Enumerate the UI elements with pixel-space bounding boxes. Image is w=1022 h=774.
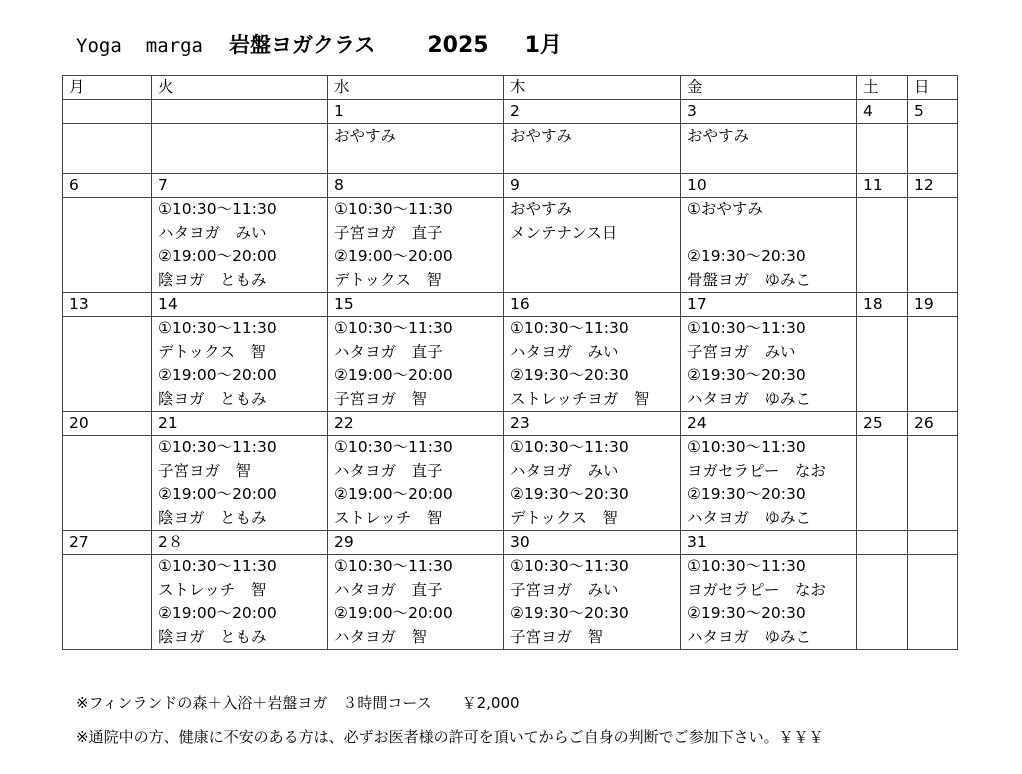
weekday-header: 火: [152, 76, 328, 100]
schedule-cell: [63, 124, 152, 174]
class-entry-line: ②19:30～20:30: [687, 604, 806, 622]
schedule-cell: [328, 317, 504, 412]
schedule-cell: [908, 436, 958, 531]
class-entry-line: ②19:30～20:30: [687, 247, 806, 265]
schedule-cell: [681, 436, 857, 531]
class-entry-line: [687, 222, 856, 246]
date-cell: 7: [152, 174, 328, 198]
schedule-cell: [152, 198, 328, 293]
class-entry-line: ①10:30～11:30: [334, 438, 453, 456]
schedule-cell: [857, 555, 908, 650]
schedule-cell: [152, 124, 328, 174]
class-entry-line: おやすみ: [334, 127, 397, 145]
schedule-cell: [63, 317, 152, 412]
date-cell: 11: [857, 174, 908, 198]
class-entry-line: 子宮ヨガ 智: [334, 389, 428, 408]
schedule-cell: [504, 555, 681, 650]
schedule-cell: [63, 198, 152, 293]
schedule-cell: [328, 124, 504, 174]
date-cell: 3: [681, 100, 857, 124]
class-entry-line: ①10:30～11:30: [158, 438, 277, 456]
schedule-cell: [328, 555, 504, 650]
schedule-cell: [908, 317, 958, 412]
class-entry-line: おやすみ: [687, 127, 750, 145]
schedule-row: [63, 198, 958, 293]
class-entry-line: ハタヨガ みい: [510, 461, 619, 480]
class-entry-line: ハタヨガ 直子: [334, 461, 443, 480]
date-cell: 30: [504, 531, 681, 555]
class-entry-line: おやすみ: [510, 127, 573, 145]
header: [76, 28, 562, 60]
schedule-cell: [63, 555, 152, 650]
schedule-cell: [857, 124, 908, 174]
schedule-cell: [681, 317, 857, 412]
date-cell: 27: [63, 531, 152, 555]
date-cell: 2: [504, 100, 681, 124]
date-cell: 22: [328, 412, 504, 436]
date-cell: 9: [504, 174, 681, 198]
class-title: 岩盤ヨガクラス: [228, 33, 376, 57]
date-cell: 2８: [152, 531, 328, 555]
class-entry-line: 子宮ヨガ 智: [158, 461, 252, 480]
brand-word-marga: marga: [145, 35, 203, 57]
class-entry-line: ②19:00～20:00: [158, 366, 277, 384]
schedule-cell: [152, 436, 328, 531]
schedule-cell: [152, 555, 328, 650]
class-entry-line: ハタヨガ 直子: [334, 342, 443, 361]
schedule-row: [63, 317, 958, 412]
brand-name: [76, 35, 203, 57]
schedule-cell: [504, 124, 681, 174]
weekday-header: 水: [328, 76, 504, 100]
date-row: [63, 531, 958, 555]
date-cell: 1: [328, 100, 504, 124]
class-entry-line: 子宮ヨガ 智: [510, 627, 604, 646]
class-entry-line: おやすみ: [510, 200, 573, 218]
brand-word-yoga: Yoga: [76, 35, 122, 57]
date-cell: 23: [504, 412, 681, 436]
schedule-cell: [152, 317, 328, 412]
date-cell: 19: [908, 293, 958, 317]
date-cell: 24: [681, 412, 857, 436]
class-entry-line: ①おやすみ: [687, 200, 763, 218]
date-cell: 20: [63, 412, 152, 436]
class-entry-line: ①10:30～11:30: [158, 557, 277, 575]
class-entry-line: ②19:00～20:00: [334, 366, 453, 384]
schedule-row: [63, 555, 958, 650]
class-entry-line: ①10:30～11:30: [687, 438, 806, 456]
schedule-row: [63, 124, 958, 174]
class-entry-line: ハタヨガ ゆみこ: [687, 508, 812, 527]
class-entry-line: ハタヨガ 直子: [334, 580, 443, 599]
calendar-year: 2025: [427, 33, 489, 58]
class-entry-line: ②19:30～20:30: [510, 604, 629, 622]
schedule-cell: [63, 436, 152, 531]
class-entry-line: ①10:30～11:30: [334, 319, 453, 337]
schedule-cell: [681, 198, 857, 293]
class-entry-line: 子宮ヨガ 直子: [334, 223, 443, 242]
class-entry-line: ハタヨガ みい: [158, 223, 267, 242]
date-row: [63, 412, 958, 436]
class-entry-line: 骨盤ヨガ ゆみこ: [687, 270, 812, 289]
date-row: [63, 293, 958, 317]
class-entry-line: [510, 245, 680, 269]
date-row: [63, 100, 958, 124]
schedule-cell: [857, 317, 908, 412]
schedule-cell: [908, 124, 958, 174]
class-entry-line: ①10:30～11:30: [334, 557, 453, 575]
date-cell: [63, 100, 152, 124]
class-entry-line: ハタヨガ ゆみこ: [687, 627, 812, 646]
weekday-header: 日: [908, 76, 958, 100]
class-entry-line: ヨガセラピー なお: [687, 461, 826, 480]
class-entry-line: ハタヨガ 智: [334, 627, 428, 646]
date-cell: 6: [63, 174, 152, 198]
course-note-text: ※フィンランドの森＋入浴＋岩盤ヨガ ３時間コース: [76, 694, 432, 712]
date-cell: 21: [152, 412, 328, 436]
class-entry-line: ヨガセラピー なお: [687, 580, 826, 599]
date-cell: 16: [504, 293, 681, 317]
date-cell: 29: [328, 531, 504, 555]
weekday-header: 木: [504, 76, 681, 100]
date-cell: 15: [328, 293, 504, 317]
schedule-cell: [857, 436, 908, 531]
class-entry-line: ②19:00～20:00: [334, 485, 453, 503]
class-entry-line: ①10:30～11:30: [687, 319, 806, 337]
class-entry-line: 陰ヨガ ともみ: [158, 270, 267, 289]
date-cell: 14: [152, 293, 328, 317]
class-entry-line: ②19:00～20:00: [158, 485, 277, 503]
schedule-cell: [504, 317, 681, 412]
class-entry-line: ハタヨガ みい: [510, 342, 619, 361]
date-cell: 13: [63, 293, 152, 317]
schedule-cell: [504, 436, 681, 531]
class-entry-line: ストレッチ 智: [158, 580, 267, 599]
class-entry-line: ストレッチヨガ 智: [510, 389, 650, 408]
schedule-calendar: [62, 75, 958, 650]
date-cell: 31: [681, 531, 857, 555]
course-price: ￥2,000: [461, 694, 520, 712]
date-cell: [857, 531, 908, 555]
class-entry-line: 陰ヨガ ともみ: [158, 627, 267, 646]
date-cell: 12: [908, 174, 958, 198]
weekday-header-row: [63, 76, 958, 100]
date-cell: 17: [681, 293, 857, 317]
class-entry-line: ハタヨガ ゆみこ: [687, 389, 812, 408]
schedule-cell: [504, 198, 681, 293]
course-note: [76, 692, 520, 713]
class-entry-line: デトックス 智: [510, 508, 618, 527]
schedule-cell: [857, 198, 908, 293]
date-cell: 4: [857, 100, 908, 124]
date-cell: [152, 100, 328, 124]
class-entry-line: ①10:30～11:30: [334, 200, 453, 218]
date-cell: [908, 531, 958, 555]
class-entry-line: ②19:00～20:00: [158, 247, 277, 265]
class-entry-line: ストレッチ 智: [334, 508, 443, 527]
schedule-cell: [328, 198, 504, 293]
weekday-header: 土: [857, 76, 908, 100]
date-cell: 25: [857, 412, 908, 436]
class-entry-line: ②19:30～20:30: [510, 366, 629, 384]
class-entry-line: ①10:30～11:30: [510, 557, 629, 575]
class-entry-line: ②19:30～20:30: [687, 485, 806, 503]
schedule-cell: [908, 555, 958, 650]
class-entry-line: デトックス 智: [158, 342, 266, 361]
class-entry-line: デトックス 智: [334, 270, 442, 289]
caution-note: ※通院中の方、健康に不安のある方は、必ずお医者様の許可を頂いてからご自身の判断でご参加下さい。￥￥￥: [76, 728, 824, 746]
schedule-cell: [681, 555, 857, 650]
date-cell: 10: [681, 174, 857, 198]
class-entry-line: ②19:00～20:00: [334, 247, 453, 265]
calendar-month: 1月: [524, 33, 562, 58]
class-entry-line: 子宮ヨガ みい: [510, 580, 619, 599]
schedule-cell: [681, 124, 857, 174]
date-row: [63, 174, 958, 198]
class-entry-line: ①10:30～11:30: [510, 319, 629, 337]
class-entry-line: ②19:30～20:30: [687, 366, 806, 384]
class-entry-line: ②19:30～20:30: [510, 485, 629, 503]
class-entry-line: [510, 269, 680, 293]
schedule-cell: [908, 198, 958, 293]
class-entry-line: ②19:00～20:00: [334, 604, 453, 622]
class-entry-line: ①10:30～11:30: [158, 200, 277, 218]
weekday-header: 月: [63, 76, 152, 100]
date-cell: 5: [908, 100, 958, 124]
class-entry-line: ①10:30～11:30: [687, 557, 806, 575]
class-entry-line: ②19:00～20:00: [158, 604, 277, 622]
date-cell: 18: [857, 293, 908, 317]
date-cell: 8: [328, 174, 504, 198]
class-entry-line: 子宮ヨガ みい: [687, 342, 796, 361]
class-entry-line: ①10:30～11:30: [158, 319, 277, 337]
weekday-header: 金: [681, 76, 857, 100]
class-entry-line: 陰ヨガ ともみ: [158, 389, 267, 408]
class-entry-line: ①10:30～11:30: [510, 438, 629, 456]
class-entry-line: 陰ヨガ ともみ: [158, 508, 267, 527]
class-entry-line: メンテナンス日: [510, 223, 618, 242]
schedule-row: [63, 436, 958, 531]
schedule-cell: [328, 436, 504, 531]
date-cell: 26: [908, 412, 958, 436]
